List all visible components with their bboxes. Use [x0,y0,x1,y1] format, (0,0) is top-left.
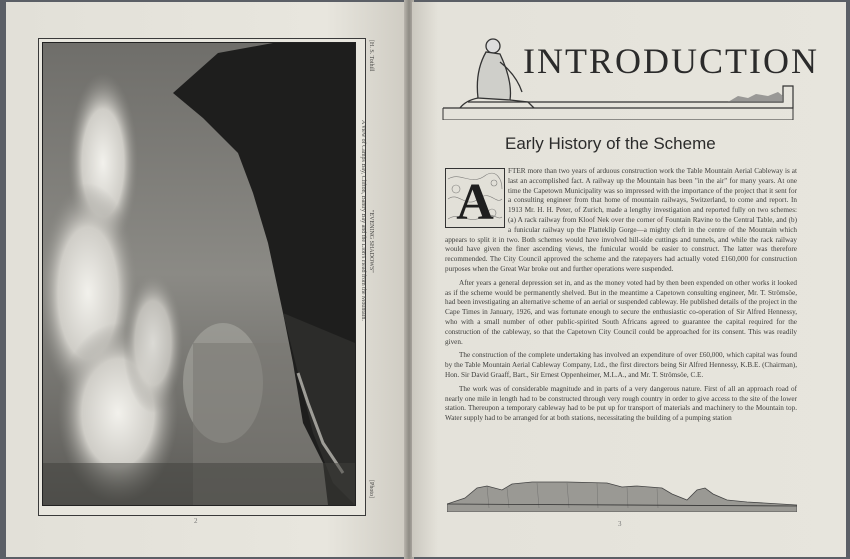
table-mountain-panorama-illustration [447,478,797,512]
photo-description: A view of Camps Bay, Clifton, Bantry Bay and the Lion's Head from the Mountain. [360,120,366,321]
paragraph-4: The work was of considerable magnitude and in parts of a very dangerous nature. First of all an approach road of nearly one mile in length had to be constructed through very rough country in order to give access to the site of the lower station. Thereupon a temporary cableway had to be put up for transport of materials and machinery to the Mountain top. Water supply had to be arranged for at both stations, necessitating the building of a pumping station [445,384,797,423]
mountain-photo-illustration [43,43,355,505]
left-page [6,2,406,557]
paragraph-1: FTER more than two years of arduous construction work the Table Mountain Aerial Cableway is at last an accomplished fact. A railway up the Mountain has been "in the air" for many years. At one time the Capetown Municipality was so impressed with the importance of the project that it sent for a consulting engineer from that home of mountain railways, Switzerland, to come and report. In 1913 Mr. H. H. Peter, of Zurich, made a lengthy investigation and reported fully on two schemes: (a) A rack railway from Kloof Nek over the corner of Fountain Ravine to the Central Table, and (b) a funicular railway up the Platteklip Gorge—a mighty cleft in the centre of the Mountain which appears to split it in two. Both schemes would have involved hill-side cuttings and tunnels, and while the rack railway would have given the finer ascending views, the funicular would be easier to construct. The latter was therefore recommended. The City Council approved the scheme and the ratepayers had actually voted £160,000 for construction purposes when the Great War broke out and further operations were suspended. [445,167,797,273]
paragraph-2: After years a general depression set in, and as the money voted had by then been expended on other works it looked as if the scheme would be permanently shelved. But in the meantime a Capetown consulting engineer, Mr. T. Strömsöe, had been investigating an alternative scheme of an aerial or suspended cableway. He published details of the project in the Cape Times in January, 1926, and was fortunate enough to secure the enthusiastic co-operation of Sir Alfred Hennessy, who with a small number of other public-spirited South Africans agreed to guarantee the capital required for the construction of the cableway, so that the Capetown City Council could be approached for its consent. This was readily given. [445,278,797,346]
page-title: INTRODUCTION [523,41,819,81]
photo-credit-top: [H. S. Tothill [368,40,374,72]
photo-frame [38,38,366,516]
evening-shadows-photo [42,42,356,506]
photo-credit-bottom: [Photo] [368,480,374,498]
paragraph-3: The construction of the complete undertaking has involved an expenditure of over £60,000, which capital was found by the Table Mountain Aerial Cableway Company, Ltd., the first directors being Sir Alfred Hennessy, K.B.E. (Chairman), Hon. Sir David Graaff, Bart., Sir Ernest Oppenheimer, M.L.A., and Mr. T. Strömsöe, C.E. [445,351,797,379]
side-caption [360,40,382,510]
photo-title: "EVENING SHADOWS" [368,210,374,273]
left-page-number: 2 [194,517,198,525]
dropcap-letter: A [456,174,494,227]
right-page-number: 3 [618,520,622,528]
body-text [445,167,797,428]
section-subtitle: Early History of the Scheme [505,134,716,153]
